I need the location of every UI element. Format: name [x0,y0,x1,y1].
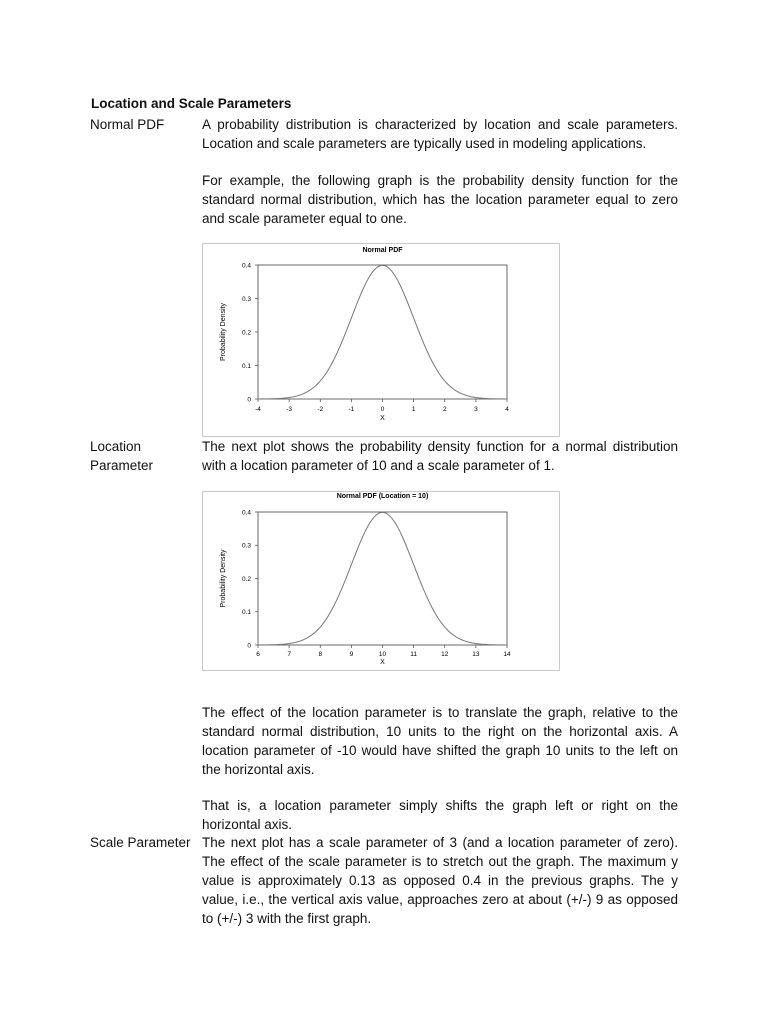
figure-normal-pdf-location-10 [202,491,560,671]
x-axis-label: X [380,659,385,666]
y-tick-label: 0 [247,396,251,404]
paragraph-intro: A probability distribution is characterized by location and scale parameters. Location and scale parameters are typically used in modeling applications. [202,117,678,151]
x-tick-label: -3 [286,406,293,413]
y-tick-label: 0.1 [241,362,251,370]
x-tick-label: -1 [348,406,355,413]
y-tick-label: 0.2 [241,329,251,337]
paragraph-location-shift: That is, a location parameter simply shifts the graph left or right on the horizontal axis. [202,798,678,832]
paragraph-location-effect: The effect of the location parameter is to translate the graph, relative to the standard normal distribution, 10 units to the right on the horizontal axis. A location parameter of -10 would have shifted the graph 10 units to the left on the horizontal axis. [202,705,678,777]
plot-frame [258,512,507,645]
chart-title: Normal PDF [362,247,403,254]
paragraph-example: For example, the following graph is the probability density function for the standard normal distribution, which has the location parameter equal to zero and scale parameter equal to one. [202,173,678,226]
x-axis-label: X [380,415,385,422]
x-tick-label: 10 [378,651,387,658]
section-label-location-parameter: Location Parameter [90,439,154,473]
x-tick-label: 14 [503,651,511,658]
x-tick-label: 11 [410,651,417,658]
pdf-curve [258,512,507,645]
plot-frame [258,265,507,399]
figure-normal-pdf [202,243,560,437]
y-tick-label: 0.3 [241,542,251,550]
x-tick-label: 12 [441,651,449,658]
paragraph-scale-effect: The next plot has a scale parameter of 3 (and a location parameter of zero). The effect of the scale parameter is to stretch out the graph. The maximum y value is approximately 0.13 as opposed 0.4 in the previous graphs. The y value, i.e., the vertical axis value, approaches zero at about (+/-) 9 as opposed to (+/-) 3 with the first graph. [202,835,678,926]
x-tick-label: 1 [411,406,416,413]
page-title: Location and Scale Parameters [91,96,292,111]
x-tick-label: 6 [256,651,260,658]
y-tick-label: 0.3 [241,295,251,303]
pdf-curve [258,265,507,399]
chart-normal-pdf-location-10 [203,492,559,670]
x-tick-label: 7 [287,651,291,658]
chart-normal-pdf [203,244,559,436]
x-tick-label: -2 [317,406,324,413]
x-tick-label: 2 [442,406,447,413]
x-tick-label: 8 [318,651,323,658]
y-tick-label: 0.4 [241,509,251,517]
x-tick-label: 0 [380,406,385,413]
chart-title: Normal PDF (Location = 10) [336,493,429,500]
y-tick-label: 0 [247,642,251,650]
y-tick-label: 0.2 [241,575,251,583]
x-tick-label: 4 [505,406,509,413]
section-label-scale-parameter: Scale Parameter [90,835,191,850]
x-tick-label: 13 [472,651,480,658]
x-tick-label: -4 [255,406,261,413]
paragraph-location-plot: The next plot shows the probability density function for a normal distribution with a location parameter of 10 and a scale parameter of 1. [202,439,678,473]
y-tick-label: 0.1 [241,609,251,617]
y-tick-label: 0.4 [241,262,251,270]
x-tick-label: 9 [349,651,354,658]
y-axis-label: Probability Density [220,549,227,608]
section-label-normal-pdf: Normal PDF [90,117,165,132]
x-tick-label: 3 [474,406,478,413]
y-axis-label: Probability Density [220,303,227,361]
